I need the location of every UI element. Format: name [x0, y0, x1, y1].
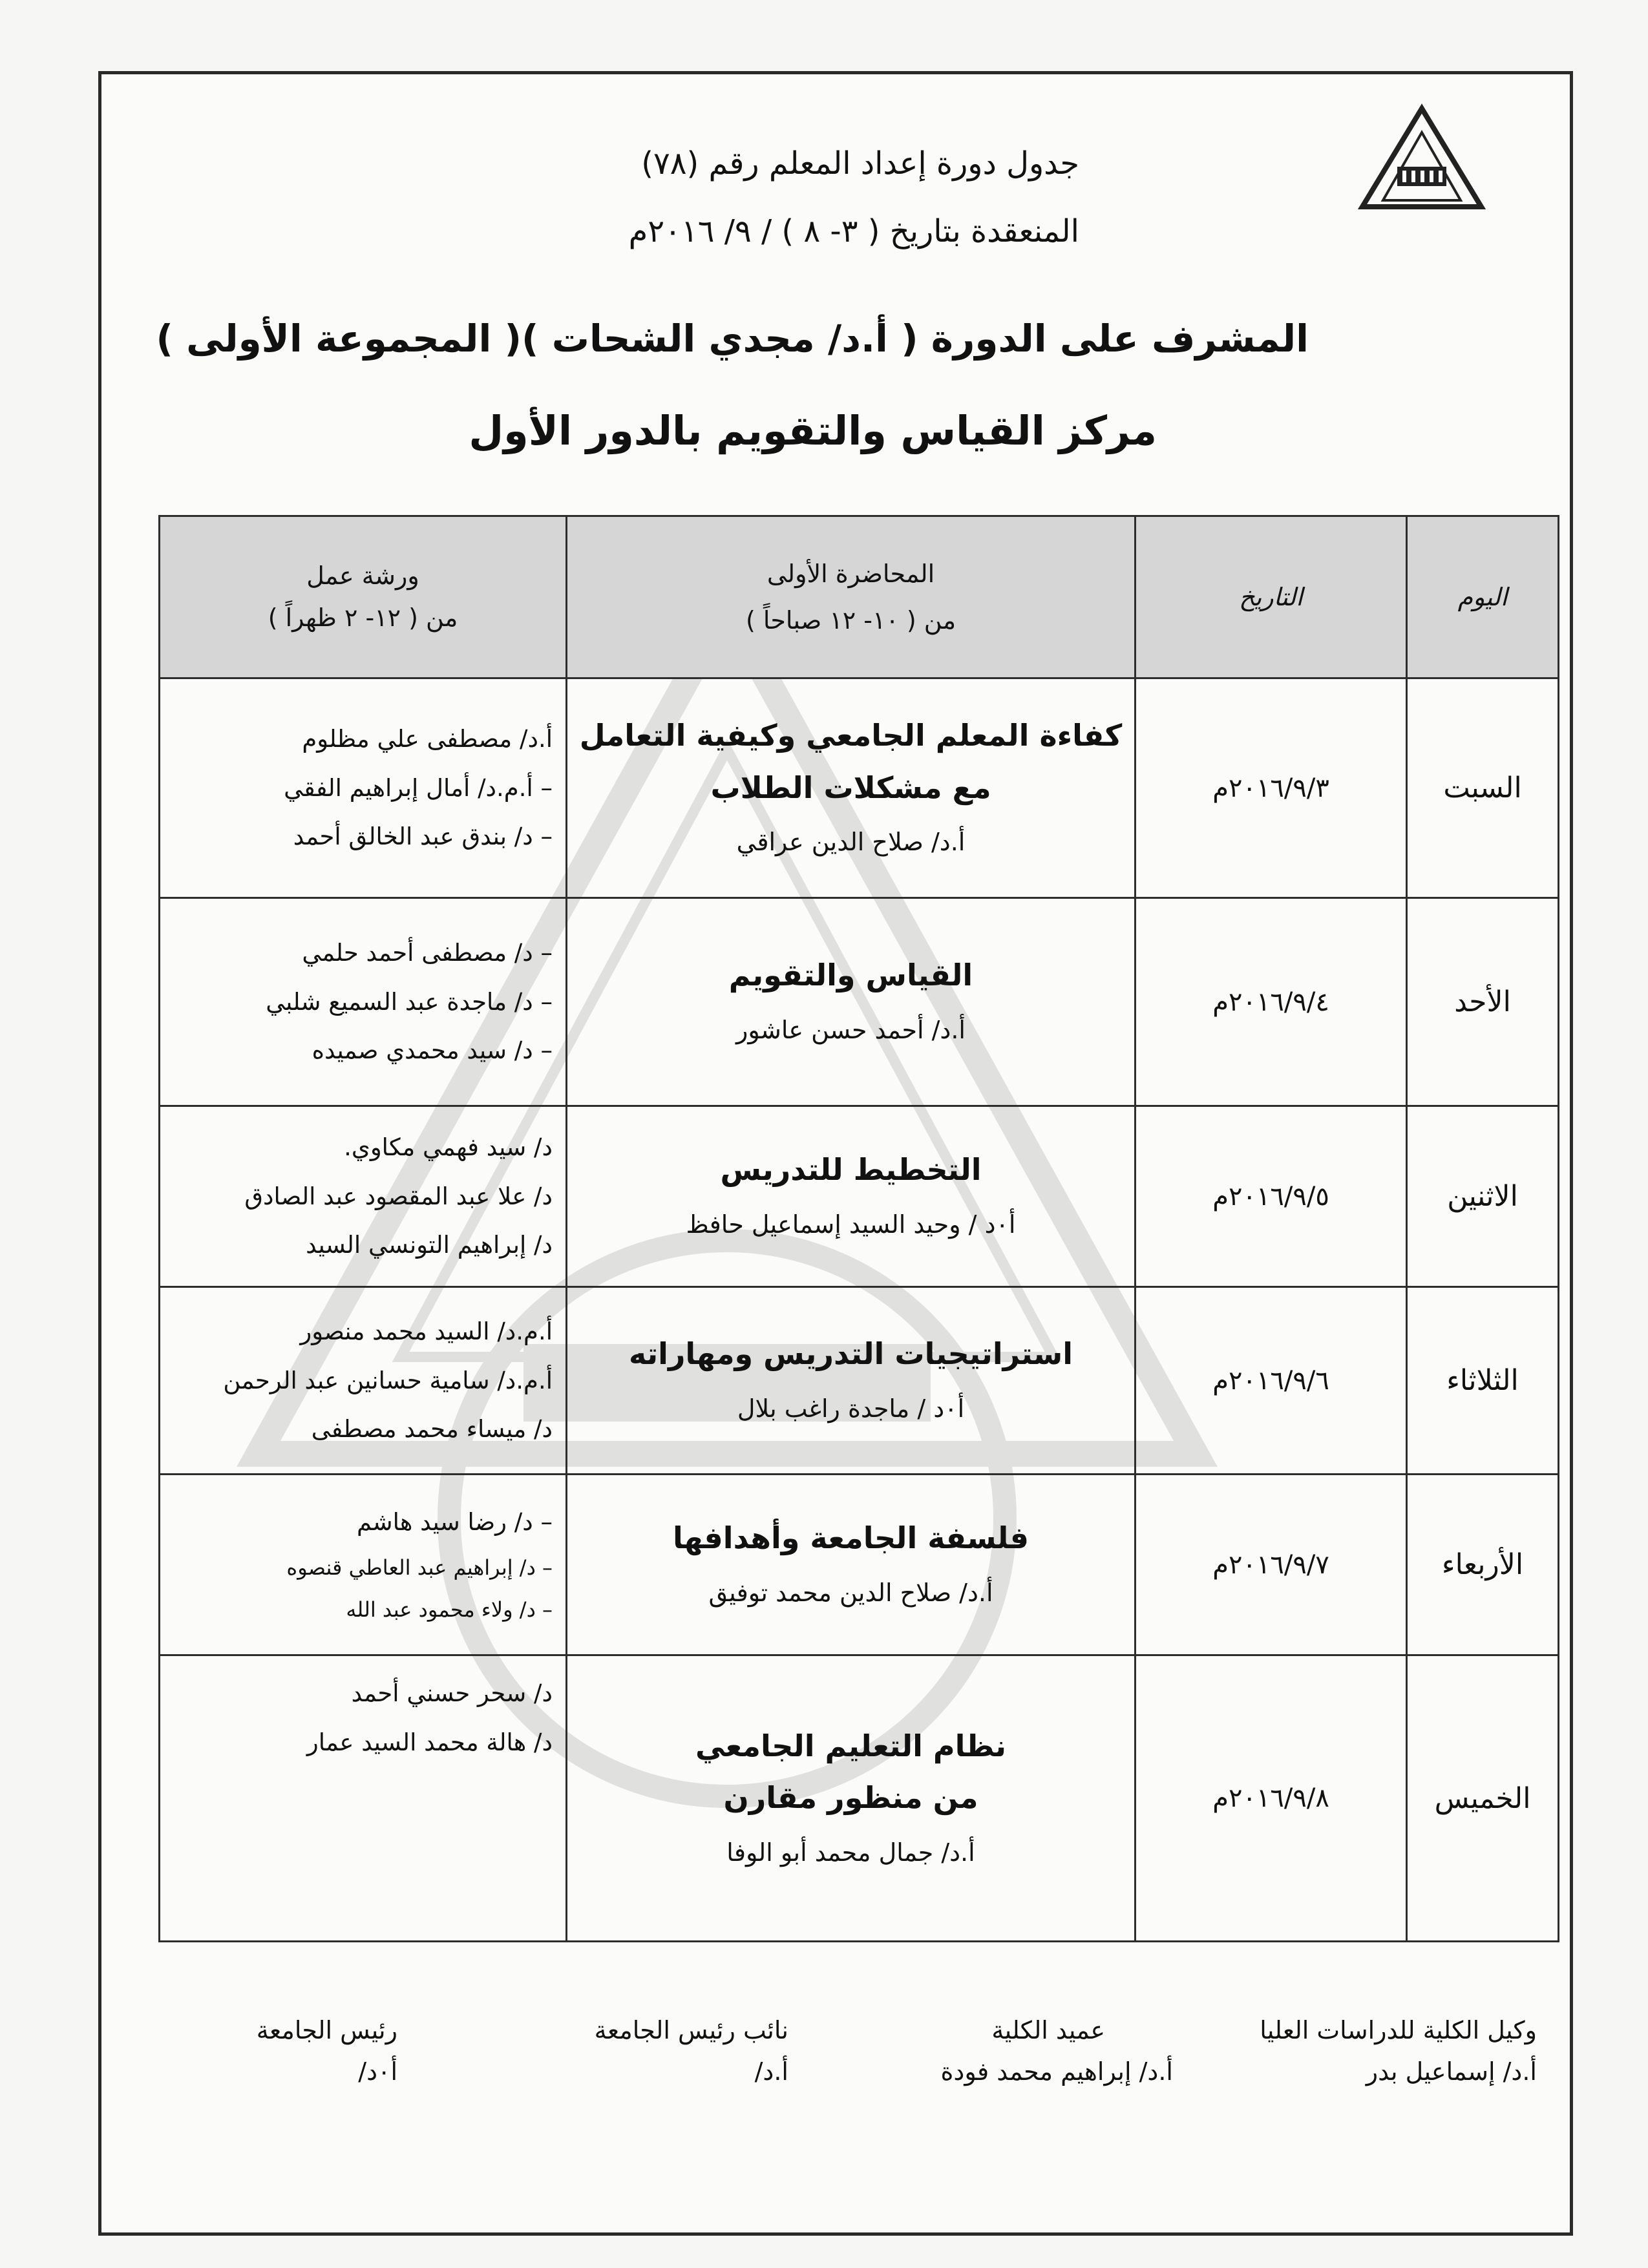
row-workshop [160, 1106, 567, 1287]
header-date: التاريخ [1136, 516, 1407, 678]
workshop-member: د/ ميساء محمد مصطفى [311, 1415, 553, 1444]
workshop-member: – د/ ولاء محمود عبد الله [346, 1597, 553, 1622]
header-lecture-label: المحاضرة الأولى [766, 559, 935, 588]
row-lecture [567, 1287, 1136, 1475]
course-supervisor: المشرف على الدورة ( أ.د/ مجدي الشحات )( المجموعة الأولى ) [156, 317, 1309, 361]
signature-title: عميد الكلية [991, 2016, 1105, 2044]
signature-name: أ.د/ إسماعيل بدر [1366, 2057, 1537, 2086]
lecture-title-line: مع مشكلات الطلاب [710, 770, 991, 805]
workshop-member: – د/ مصطفى أحمد حلمي [302, 938, 553, 967]
lecturer-name: أ٠د / ماجدة راغب بلال [737, 1394, 965, 1423]
row-day: السبت [1407, 678, 1559, 898]
row-date: ٢٠١٦/٩/٧م [1136, 1475, 1407, 1655]
row-date: ٢٠١٦/٩/٦م [1136, 1287, 1407, 1475]
row-date: ٢٠١٦/٩/٨م [1136, 1655, 1407, 1942]
signature-president [257, 2016, 397, 2086]
course-dates: المنعقدة بتاريخ ( ٣- ٨ ) / ٩/ ٢٠١٦م [628, 213, 1079, 249]
workshop-member: د/ سحر حسني أحمد [351, 1679, 553, 1707]
row-lecture [567, 898, 1136, 1106]
table-row [160, 1287, 1559, 1475]
row-day: الأحد [1407, 898, 1559, 1106]
lecturer-name: أ٠د / وحيد السيد إسماعيل حافظ [686, 1210, 1016, 1239]
workshop-member: – د/ سيد محمدي صميده [312, 1036, 553, 1065]
lecture-title-line: استراتيجيات التدريس ومهاراته [629, 1336, 1073, 1372]
workshop-member: د/ سيد فهمي مكاوي. [344, 1133, 553, 1161]
signature-vice-dean [1260, 2016, 1537, 2086]
workshop-member: أ.م.د/ سامية حسانين عبد الرحمن [223, 1366, 553, 1394]
row-workshop [160, 1475, 567, 1655]
row-day: الاثنين [1407, 1106, 1559, 1287]
signature-name: أ٠د/ [358, 2057, 397, 2086]
row-workshop [160, 1655, 567, 1942]
lecturer-name: أ.د/ جمال محمد أبو الوفا [726, 1838, 975, 1867]
lecturer-name: أ.د/ صلاح الدين عراقي [736, 828, 966, 856]
row-day: الثلاثاء [1407, 1287, 1559, 1475]
signature-name: أ.د/ [754, 2057, 788, 2086]
row-workshop [160, 678, 567, 898]
table-row [160, 1475, 1559, 1655]
signature-title: نائب رئيس الجامعة [594, 2016, 788, 2044]
row-lecture [567, 1106, 1136, 1287]
benha-university-logo-icon [1357, 103, 1486, 213]
row-date: ٢٠١٦/٩/٣م [1136, 678, 1407, 898]
signature-name: أ.د/ إبراهيم محمد فودة [940, 2057, 1173, 2086]
row-workshop [160, 898, 567, 1106]
workshop-member: د/ علا عبد المقصود عبد الصادق [244, 1182, 553, 1210]
lecture-title-line: كفاءة المعلم الجامعي وكيفية التعامل [579, 718, 1123, 753]
workshop-member: أ.د/ مصطفى علي مظلوم [302, 724, 553, 753]
table-row [160, 1655, 1559, 1942]
row-day: الخميس [1407, 1655, 1559, 1942]
table-header-row [160, 516, 1559, 678]
row-lecture [567, 678, 1136, 898]
workshop-member: – د/ إبراهيم عبد العاطي قنصوه [286, 1555, 553, 1580]
row-day: الأربعاء [1407, 1475, 1559, 1655]
signature-dean [941, 2016, 1173, 2086]
workshop-member: أ.م.د/ السيد محمد منصور [300, 1317, 553, 1345]
lecture-title-line: التخطيط للتدريس [720, 1152, 982, 1188]
row-workshop [160, 1287, 567, 1475]
signature-vice-president [595, 2016, 788, 2086]
lecture-title-line: فلسفة الجامعة وأهدافها [673, 1520, 1029, 1556]
row-lecture [567, 1475, 1136, 1655]
lecture-title-line: من منظور مقارن [723, 1780, 978, 1815]
header-workshop-time: من ( ١٢- ٢ ظهراً ) [268, 604, 458, 632]
row-date: ٢٠١٦/٩/٤م [1136, 898, 1407, 1106]
signature-title: وكيل الكلية للدراسات العليا [1260, 2016, 1537, 2044]
signature-title: رئيس الجامعة [256, 2016, 397, 2044]
table-row [160, 678, 1559, 898]
row-date: ٢٠١٦/٩/٥م [1136, 1106, 1407, 1287]
lecture-title-line: نظام التعليم الجامعي [695, 1728, 1006, 1763]
table-row [160, 898, 1559, 1106]
header-lecture-time: من ( ١٠- ١٢ صباحاً ) [745, 606, 956, 635]
course-schedule-title: جدول دورة إعداد المعلم رقم (٧٨) [641, 145, 1079, 182]
workshop-member: – د/ بندق عبد الخالق أحمد [293, 823, 553, 851]
table-row [160, 1106, 1559, 1287]
venue-title: مركز القياس والتقويم بالدور الأول [469, 407, 1157, 454]
header-day: اليوم [1407, 516, 1559, 678]
workshop-member: – أ.م.د/ أمال إبراهيم الفقي [284, 773, 553, 802]
header-workshop [160, 516, 567, 678]
workshop-member: د/ هالة محمد السيد عمار [306, 1728, 553, 1756]
workshop-member: – د/ رضا سيد هاشم [356, 1507, 553, 1536]
schedule-table [158, 515, 1559, 1942]
lecturer-name: أ.د/ صلاح الدين محمد توفيق [708, 1578, 993, 1607]
lecturer-name: أ.د/ أحمد حسن عاشور [736, 1015, 966, 1044]
header-lecture [567, 516, 1136, 678]
workshop-member: د/ إبراهيم التونسي السيد [306, 1231, 553, 1259]
lecture-title-line: القياس والتقويم [728, 958, 973, 993]
row-lecture [567, 1655, 1136, 1942]
workshop-member: – د/ ماجدة عبد السميع شلبي [266, 987, 553, 1016]
header-workshop-label: ورشة عمل [306, 562, 419, 591]
